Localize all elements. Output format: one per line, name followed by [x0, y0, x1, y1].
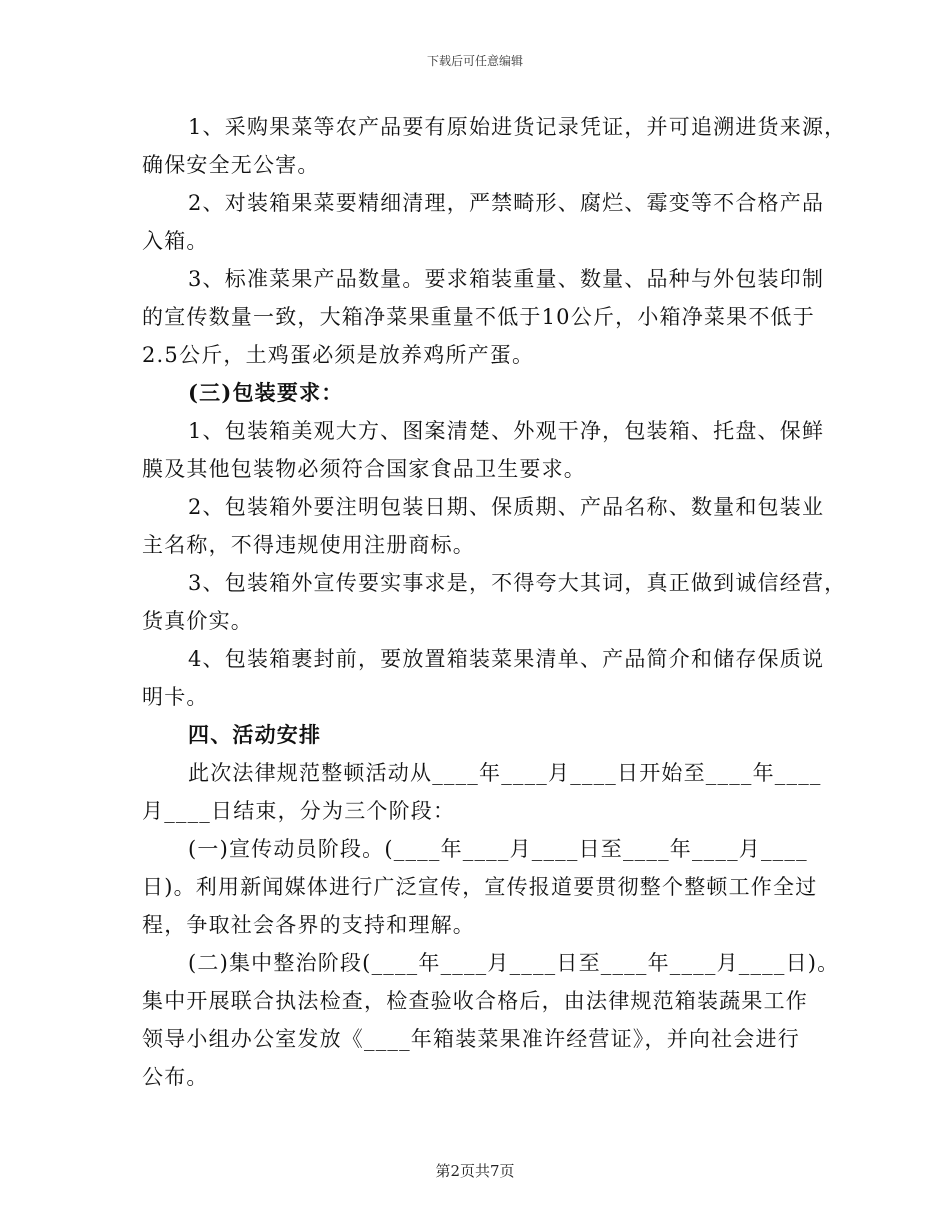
paragraph-line: 程，争取社会各界的支持和理解。 — [142, 913, 475, 937]
paragraph-line: 明卡。 — [142, 685, 209, 709]
section-heading: 四、活动安排 — [188, 722, 322, 747]
paragraph-line: 日)。利用新闻媒体进行广泛宣传，宣传报道要贯彻整个整顿工作全过 — [142, 875, 818, 899]
paragraph-line: 主名称，不得违规使用注册商标。 — [142, 533, 475, 557]
paragraph-line: 1、包装箱美观大方、图案清楚、外观干净，包装箱、托盘、保鲜 — [188, 419, 825, 443]
paragraph-line: 入箱。 — [142, 229, 209, 253]
paragraph-line: 膜及其他包装物必须符合国家食品卫生要求。 — [142, 457, 586, 481]
paragraph-line: 2.5公斤，土鸡蛋必须是放养鸡所产蛋。 — [142, 343, 535, 367]
paragraph-line: (二)集中整治阶段(____年____月____日至____年____月____日)。 — [188, 951, 840, 975]
paragraph-line: 3、标准菜果产品数量。要求箱装重量、数量、品种与外包装印制 — [188, 267, 825, 291]
section-heading: (三)包装要求： — [188, 380, 344, 405]
paragraph-line: 3、包装箱外宣传要实事求是，不得夸大其词，真正做到诚信经营， — [188, 571, 847, 595]
paragraph-line: 货真价实。 — [142, 609, 253, 633]
paragraph-line: 2、对装箱果菜要精细清理，严禁畸形、腐烂、霉变等不合格产品 — [188, 191, 825, 215]
paragraph-line: 的宣传数量一致，大箱净菜果重量不低于10公斤，小箱净菜果不低于 — [142, 305, 815, 329]
paragraph-line: (一)宣传动员阶段。(____年____月____日至____年____月____ — [188, 837, 808, 861]
document-body — [142, 108, 847, 1096]
page-header: 下载后可任意编辑 — [426, 54, 523, 68]
paragraph-line: 领导小组办公室发放《____年箱装菜果准许经营证》，并向社会进行 — [142, 1027, 800, 1051]
page-footer: 第2页共7页 — [435, 1162, 515, 1180]
paragraph-line: 此次法律规范整顿活动从____年____月____日开始至____年____ — [188, 761, 822, 785]
paragraph-line: 确保安全无公害。 — [142, 153, 320, 177]
paragraph-line: 2、包装箱外要注明包装日期、保质期、产品名称、数量和包装业 — [188, 495, 825, 519]
paragraph-line: 1、采购果菜等农产品要有原始进货记录凭证，并可追溯进货来源， — [188, 115, 847, 139]
paragraph-line: 4、包装箱裹封前，要放置箱装菜果清单、产品简介和储存保质说 — [188, 647, 825, 671]
paragraph-line: 公布。 — [142, 1065, 209, 1089]
paragraph-line: 集中开展联合执法检查，检查验收合格后，由法律规范箱装蔬果工作 — [142, 989, 808, 1013]
paragraph-line: 月____日结束，分为三个阶段： — [142, 799, 456, 823]
